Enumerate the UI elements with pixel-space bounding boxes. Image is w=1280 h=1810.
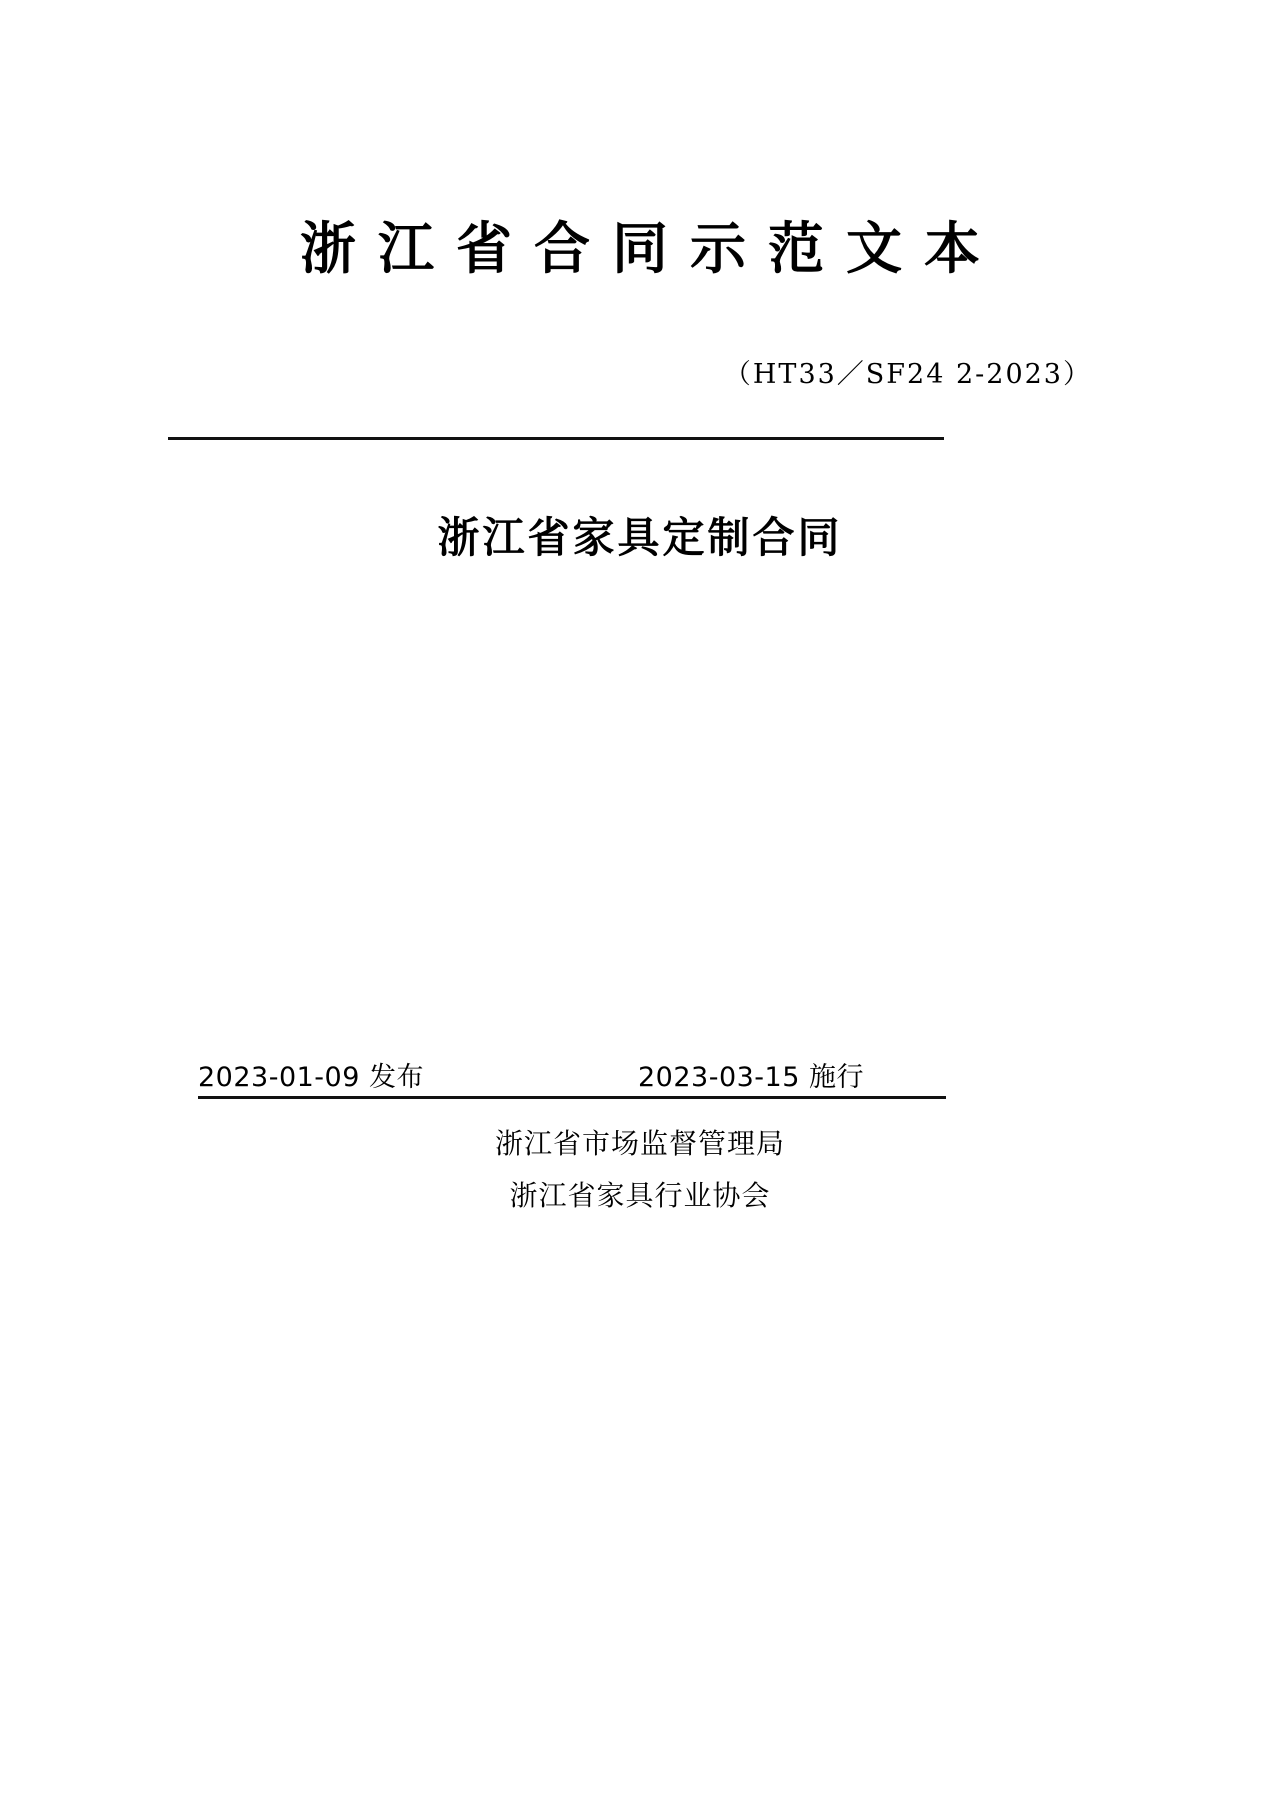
issue-date: 2023-01-09 发布 [198,1062,424,1093]
issuer-list [170,1118,1110,1222]
page-title: 浙江省合同示范文本 [300,217,1002,282]
standard-code: （HT33／SF24 2-2023） [723,359,1092,390]
effective-date: 2023-03-15 施行 [638,1062,864,1093]
issuer-secondary: 浙江省家具行业协会 [509,1178,771,1212]
footer-divider [198,1096,946,1099]
issuer-primary: 浙江省市场监督管理局 [494,1127,785,1160]
header-divider [168,437,944,440]
contract-title: 浙江省家具定制合同 [437,513,843,562]
dates-row [198,1055,946,1094]
